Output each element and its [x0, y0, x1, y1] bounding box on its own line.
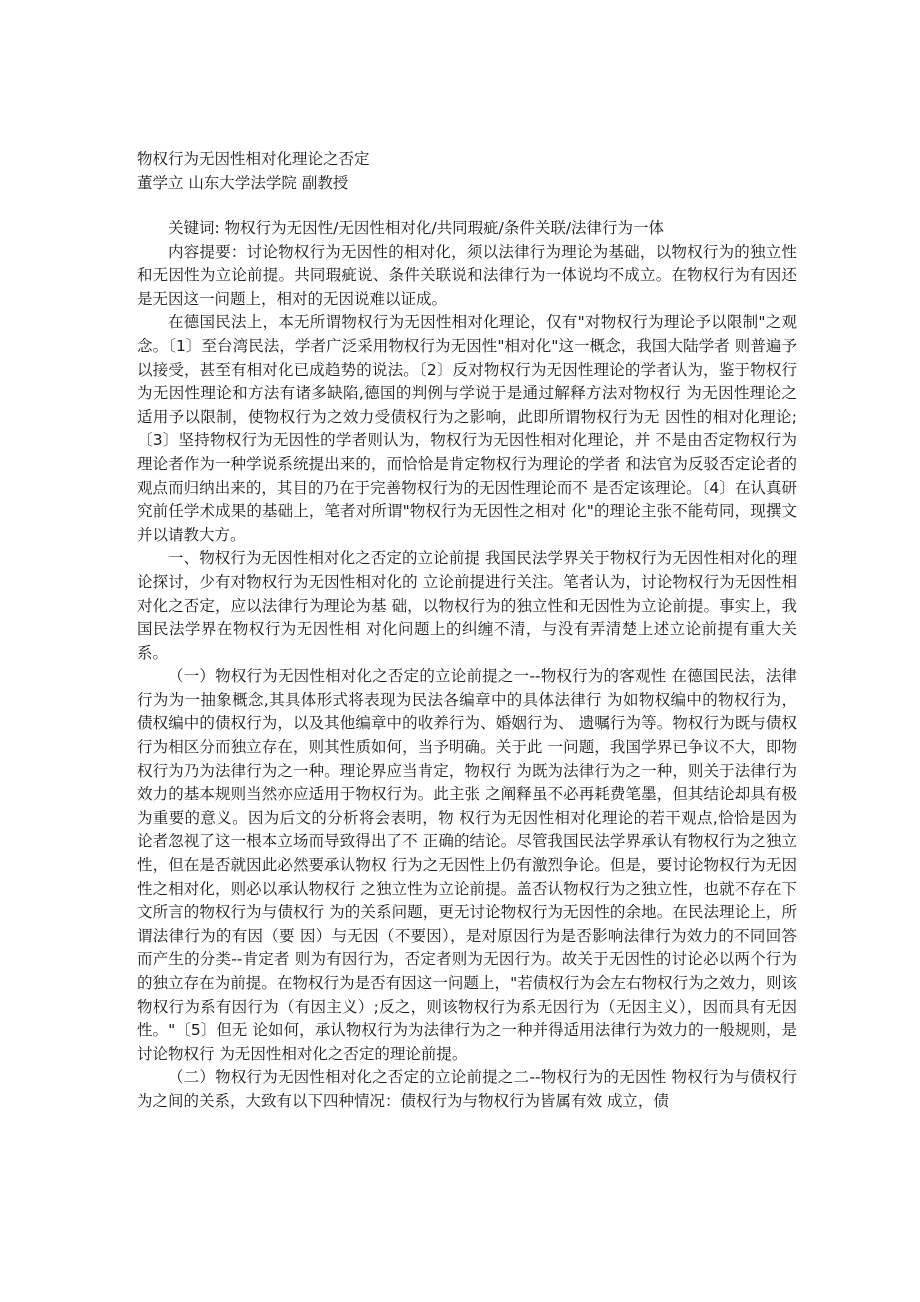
intro-paragraph: 在德国民法上，本无所谓物权行为无因性相对化理论，仅有"对物权行为理论予以限制"之观念。〔1〕至台湾民法，学者广泛采用物权行为无因性"相对化"这一概念，我国大陆学者 则普遍予以接受，甚至有相对化已成趋势的说法。〔2〕反对物权行为无因性理论的学者认为，鉴于物权行为无因性理论和方法有诸多缺陷,德国的判例与学说于是通过解释方法对物权行 为无因性理论之适用予以限制，使物权行为之效力受债权行为之影响，此即所谓物权行为无 因性的相对化理论;〔3〕坚持物权行为无因性的学者则认为，物权行为无因性相对化理论，并 不是由否定物权行为理论者作为一种学说系统提出来的，而恰恰是肯定物权行为理论的学者 和法官为反驳否定论者的观点而归纳出来的，其目的乃在于完善物权行为的无因性理论而不 是否定该理论。〔4〕在认真研究前任学术成果的基础上，笔者对所谓"物权行为无因性之相对 化"的理论主张不能苟同，现撰文并以请教大方。 [137, 313, 797, 544]
subsection-one-paragraph: （一）物权行为无因性相对化之否定的立论前提之一--物权行为的客观性 在德国民法，法律行为为一抽象概念,其具体形式将表现为民法各编章中的具体法律行 为如物权编中的物权行为，债权编中的债权行为，以及其他编章中的收养行为、婚姻行为、 遗嘱行为等。物权行为既与债权行为相区分而独立存在，则其性质如何，当予明确。关于此 一问题，我国学界已争议不大，即物权行为乃为法律行为之一种。理论界应当肯定，物权行 为既为法律行为之一种，则关于法律行为效力的基本规则当然亦应适用于物权行为。此主张 之阐释虽不必再耗费笔墨，但其结论却具有极为重要的意义。因为后文的分析将会表明，物 权行为无因性相对化理论的若干观点,恰恰是因为论者忽视了这一根本立场而导致得出了不 正确的结论。尽管我国民法学界承认有物权行为之独立性，但在是否就因此必然要承认物权 行为之无因性上仍有激烈争论。但是，要讨论物权行为无因性之相对化，则必以承认物权行 之独立性为立论前提。盖否认物权行为之独立性，也就不存在下文所言的物权行为与债权行 为的关系问题，更无讨论物权行为无因性的余地。在民法理论上，所谓法律行为的有因（要 因）与无因（不要因），是对原因行为是否影响法律行为效力的不同回答而产生的分类--肯定者 则为有因行为，否定者则为无因行为。故关于无因性的讨论必以两个行为的独立存在为前提。在物权行为是否有因这一问题上，"若债权行为会左右物权行为之效力，则该物权行为系有因行为（有因主义）;反之，则该物权行为系无因行为（无因主义），因而具有无因性。"〔5〕但无 论如何，承认物权行为为法律行为之一种并得适用法律行为效力的一般规则，是讨论物权行 为无因性相对化之否定的理论前提。 [137, 667, 797, 1063]
section-one-paragraph: 一、物权行为无因性相对化之否定的立论前提 我国民法学界关于物权行为无因性相对化的理论探讨，少有对物权行为无因性相对化的 立论前提进行关注。笔者认为，讨论物权行为无因性相对化之否定，应以法律行为理论为基 础，以物权行为的独立性和无因性为立论前提。事实上，我国民法学界在物权行为无因性相 对化问题上的纠缠不清，与没有弄清楚上述立论前提有重大关系。 [137, 549, 797, 662]
abstract-paragraph: 内容提要：讨论物权行为无因性的相对化，须以法律行为理论为基础，以物权行为的独立性和无因性为立论前提。共同瑕疵说、条件关联说和法律行为一体说均不成立。在物权行为有因还是无因这一问题上，相对的无因说难以证成。 [137, 242, 797, 308]
document-title: 物权行为无因性相对化理论之否定 [137, 150, 370, 168]
document-body [137, 217, 797, 1114]
author-line: 董学立 山东大学法学院 副教授 [137, 174, 349, 192]
keywords-paragraph: 关键词: 物权行为无因性/无因性相对化/共同瑕疵/条件关联/法律行为一体 [168, 219, 665, 237]
subsection-two-paragraph: （二）物权行为无因性相对化之否定的立论前提之二--物权行为的无因性 物权行为与债权行为之间的关系，大致有以下四种情况：债权行为与物权行为皆属有效 成立，债 [137, 1068, 797, 1110]
